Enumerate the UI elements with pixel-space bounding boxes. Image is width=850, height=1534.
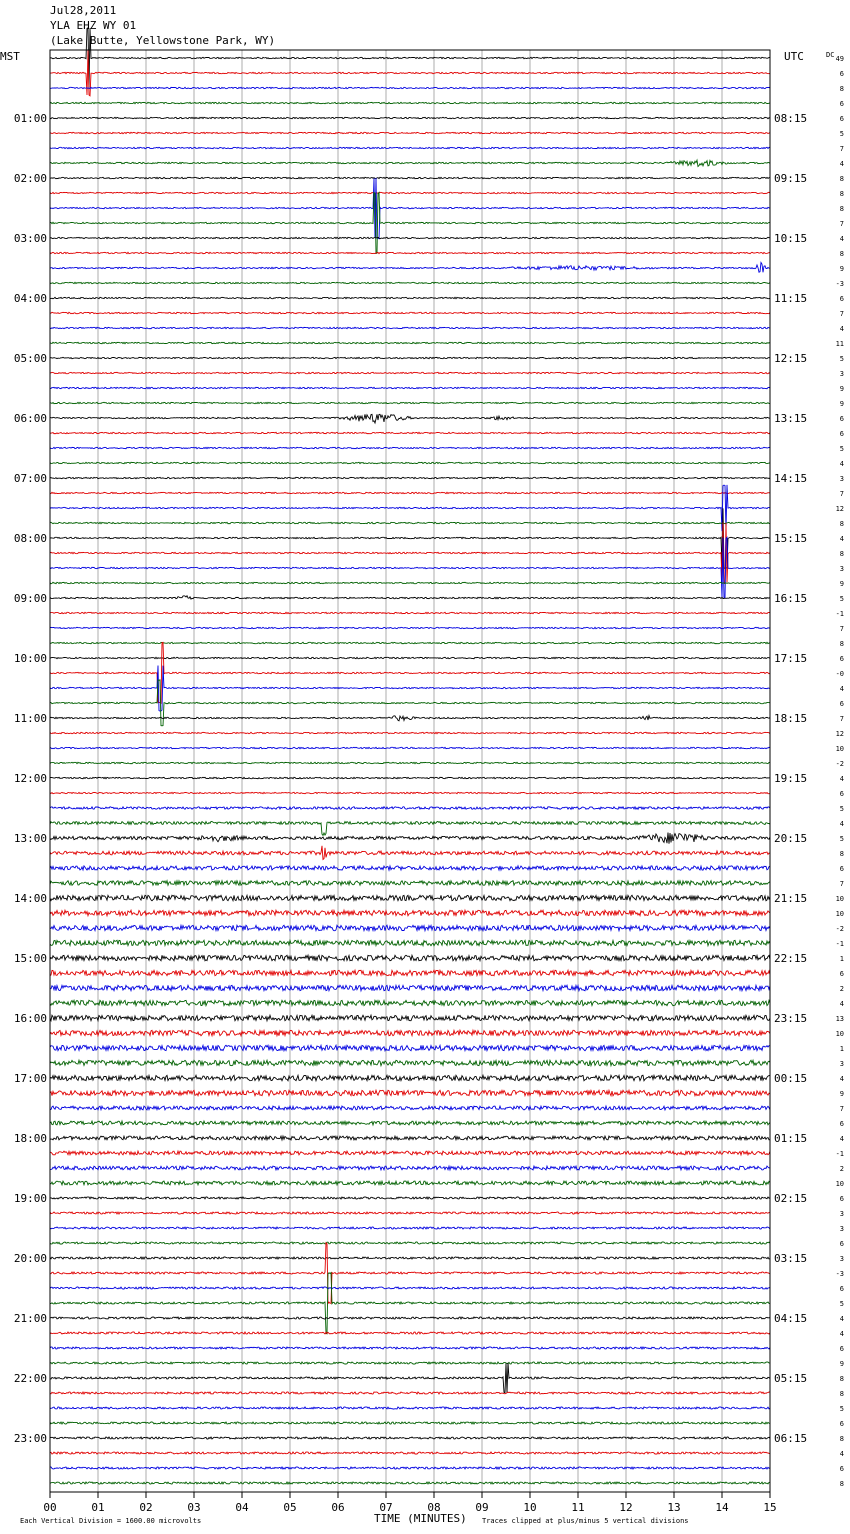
trace-row (50, 582, 770, 583)
right-hour-label: 06:15 (774, 1432, 808, 1445)
dc-offset-label: 5 (839, 1405, 844, 1413)
dc-offset-label: 10 (835, 1180, 844, 1188)
dc-offset-label: 7 (839, 310, 844, 318)
dc-offset-label: 4 (839, 1075, 844, 1083)
trace-row (50, 1363, 770, 1393)
x-tick-label: 03 (187, 1501, 201, 1514)
trace-row (50, 1332, 770, 1334)
trace-row (50, 612, 770, 613)
trace-row (50, 492, 770, 493)
dc-offset-label: -3 (835, 280, 844, 288)
date-label: Jul28,2011 (50, 4, 117, 17)
trace-row (50, 1227, 770, 1229)
trace-row (50, 1242, 770, 1244)
trace-row (50, 178, 770, 239)
dc-offset-label: 3 (839, 1255, 844, 1263)
left-hour-label: 10:00 (13, 652, 47, 665)
dc-offset-label: 6 (839, 115, 844, 123)
dc-offset-label: 8 (839, 1435, 844, 1443)
location-label: (Lake Butte, Yellowstone Park, WY) (50, 34, 276, 47)
dc-offset-label: 8 (839, 205, 844, 213)
trace-row (50, 1197, 770, 1199)
left-hour-label: 09:00 (13, 592, 47, 605)
dc-offset-label: 8 (839, 250, 844, 258)
x-tick-label: 01 (91, 1501, 105, 1514)
trace-row (50, 1362, 770, 1364)
trace-row (50, 282, 770, 283)
dc-offset-label: 8 (839, 520, 844, 528)
right-hour-label: 00:15 (774, 1072, 808, 1085)
trace-row (50, 1030, 770, 1035)
dc-offset-label: 4 (839, 1315, 844, 1323)
right-hour-label: 15:15 (774, 532, 808, 545)
trace-row (50, 297, 770, 298)
dc-offset-label: 5 (839, 130, 844, 138)
dc-offset-label: 10 (835, 745, 844, 753)
right-hour-label: 04:15 (774, 1312, 808, 1325)
dc-offset-label: 4 (839, 235, 844, 243)
dc-offset-label: 4 (839, 1330, 844, 1338)
left-hour-label: 05:00 (13, 352, 47, 365)
dc-offset-label: 6 (839, 1345, 844, 1353)
trace-row (50, 1151, 770, 1155)
left-hour-label: 19:00 (13, 1192, 47, 1205)
dc-offset-label: 8 (839, 850, 844, 858)
right-hour-label: 05:15 (774, 1372, 808, 1385)
dc-offset-label: 3 (839, 565, 844, 573)
trace-row (50, 955, 770, 960)
left-hour-label: 03:00 (13, 232, 47, 245)
right-hour-label: 09:15 (774, 172, 808, 185)
left-hour-label: 12:00 (13, 772, 47, 785)
dc-offset-label: 6 (839, 790, 844, 798)
dc-offset-label: 9 (839, 1090, 844, 1098)
trace-row (50, 522, 770, 523)
dc-offset-label: 8 (839, 550, 844, 558)
trace-row (50, 792, 770, 793)
right-hour-label: 11:15 (774, 292, 808, 305)
trace-row (50, 1106, 770, 1110)
dc-offset-label: 9 (839, 385, 844, 393)
dc-offset-label: 13 (835, 1015, 844, 1023)
dc-offset-label: 7 (839, 490, 844, 498)
dc-offset-label: -2 (835, 925, 844, 933)
dc-offset-label: 8 (839, 175, 844, 183)
trace-row (50, 1392, 770, 1394)
right-hour-label: 18:15 (774, 712, 808, 725)
trace-row (50, 1015, 770, 1020)
dc-offset-label: 2 (839, 1165, 844, 1173)
trace-row (50, 1482, 770, 1484)
dc-offset-label: 4 (839, 460, 844, 468)
trace-row (50, 357, 770, 358)
dc-offset-label: 10 (835, 895, 844, 903)
dc-offset-label: -1 (835, 1150, 844, 1158)
trace-row (50, 537, 770, 598)
right-hour-label: 12:15 (774, 352, 808, 365)
trace-row (50, 177, 770, 178)
dc-offset-label: 6 (839, 295, 844, 303)
right-hour-label: 21:15 (774, 892, 808, 905)
trace-row (50, 312, 770, 313)
dc-offset-label: -1 (835, 610, 844, 618)
dc-offset-label: 3 (839, 1210, 844, 1218)
trace-rows (50, 28, 770, 1484)
trace-row (50, 940, 770, 945)
trace-row (50, 596, 770, 599)
trace-row (50, 523, 770, 584)
trace-row (50, 822, 770, 836)
trace-row (50, 1287, 770, 1289)
trace-row (50, 102, 770, 103)
trace-row (50, 627, 770, 628)
trace-row (50, 1166, 770, 1170)
dc-offset-label: 5 (839, 595, 844, 603)
dc-offset-label: 10 (835, 910, 844, 918)
left-hour-label: 02:00 (13, 172, 47, 185)
dc-offset-label: 7 (839, 715, 844, 723)
trace-row (50, 732, 770, 733)
left-hour-label: 15:00 (13, 952, 47, 965)
clip-note: Traces clipped at plus/minus 5 vertical divisions (482, 1517, 689, 1525)
trace-row (50, 1467, 770, 1469)
trace-row (50, 910, 770, 915)
dc-offset-label: 4 (839, 1000, 844, 1008)
left-hour-label: 17:00 (13, 1072, 47, 1085)
dc-offset-label: 8 (839, 1390, 844, 1398)
dc-offset-label: 9 (839, 580, 844, 588)
dc-offset-label: 6 (839, 100, 844, 108)
dc-offset-label: 6 (839, 415, 844, 423)
x-tick-label: 12 (619, 1501, 633, 1514)
plot-frame (50, 50, 770, 1492)
right-hour-label: 17:15 (774, 652, 808, 665)
x-tick-label: 09 (475, 1501, 489, 1514)
dc-offset-label: 1 (839, 1045, 844, 1053)
trace-row (50, 477, 770, 478)
trace-row (50, 327, 770, 328)
dc-offset-label: 5 (839, 805, 844, 813)
dc-label: DC (826, 51, 835, 59)
left-hour-label: 20:00 (13, 1252, 47, 1265)
x-tick-label: 10 (523, 1501, 537, 1514)
dc-offset-label: -0 (835, 670, 844, 678)
dc-offset-label: 7 (839, 1105, 844, 1113)
left-hour-label: 16:00 (13, 1012, 47, 1025)
trace-row (50, 881, 770, 886)
trace-row (50, 117, 770, 118)
dc-offset-label: 6 (839, 1420, 844, 1428)
dc-offset-label: 6 (839, 655, 844, 663)
trace-row (50, 132, 770, 133)
trace-row (50, 1243, 770, 1304)
dc-offset-label: 8 (839, 640, 844, 648)
right-hour-label: 13:15 (774, 412, 808, 425)
trace-row (50, 1212, 770, 1214)
trace-row (50, 866, 770, 870)
trace-row (50, 1045, 770, 1050)
dc-offset-label: -3 (835, 1270, 844, 1278)
left-timezone-label: MST (0, 50, 20, 63)
scale-note: Each Vertical Division = 1600.00 microvolts (20, 1517, 202, 1525)
right-hour-label: 02:15 (774, 1192, 808, 1205)
right-hour-label: 20:15 (774, 832, 808, 845)
dc-offset-label: 4 (839, 820, 844, 828)
dc-offset-label: 6 (839, 865, 844, 873)
left-hour-label: 01:00 (13, 112, 47, 125)
trace-row (50, 447, 770, 448)
x-tick-label: 11 (571, 1501, 585, 1514)
dc-offset-label: 6 (839, 970, 844, 978)
left-hour-label: 14:00 (13, 892, 47, 905)
dc-offset-label: 8 (839, 190, 844, 198)
dc-offset-label: 4 (839, 535, 844, 543)
trace-row (50, 1090, 770, 1095)
trace-row (50, 402, 770, 403)
trace-row (50, 432, 770, 433)
dc-offset-label: 12 (835, 505, 844, 513)
dc-offset-label: 6 (839, 1465, 844, 1473)
dc-offset-label: 10 (835, 1030, 844, 1038)
dc-offset-label: 7 (839, 145, 844, 153)
trace-row (50, 657, 770, 658)
trace-row (50, 807, 770, 810)
dc-offset-label: 49 (835, 55, 844, 63)
dc-offset-label: 9 (839, 400, 844, 408)
dc-offset-label: 4 (839, 1450, 844, 1458)
trace-row (50, 846, 770, 860)
dc-offset-label: 6 (839, 700, 844, 708)
x-tick-label: 08 (427, 1501, 441, 1514)
left-hour-label: 18:00 (13, 1132, 47, 1145)
trace-row (50, 1422, 770, 1424)
trace-row (50, 1273, 770, 1334)
trace-row (50, 777, 770, 778)
dc-offset-label: 4 (839, 775, 844, 783)
trace-row (50, 642, 770, 643)
dc-offset-label: 4 (839, 325, 844, 333)
x-tick-label: 00 (43, 1501, 57, 1514)
station-label: YLA EHZ WY 01 (50, 19, 137, 32)
dc-offset-label: 6 (839, 1120, 844, 1128)
dc-offset-label: 7 (839, 220, 844, 228)
trace-row (50, 833, 770, 844)
right-hour-label: 22:15 (774, 952, 808, 965)
dc-offset-label: 4 (839, 685, 844, 693)
trace-row (50, 895, 770, 900)
dc-offset-label: 9 (839, 1360, 844, 1368)
dc-offset-label: 5 (839, 835, 844, 843)
trace-row (50, 387, 770, 388)
trace-row (50, 1136, 770, 1140)
right-hour-label: 16:15 (774, 592, 808, 605)
trace-row (50, 1257, 770, 1259)
trace-row (50, 28, 770, 89)
right-hour-label: 23:15 (774, 1012, 808, 1025)
trace-row (50, 1181, 770, 1185)
dc-offset-label: 3 (839, 1225, 844, 1233)
trace-row (50, 985, 770, 990)
dc-offset-label: -2 (835, 760, 844, 768)
dc-offset-label: 6 (839, 70, 844, 78)
dc-offset-label: 5 (839, 445, 844, 453)
dc-offset-label: 9 (839, 265, 844, 273)
trace-row (50, 1407, 770, 1409)
right-hour-label: 10:15 (774, 232, 808, 245)
trace-row (50, 1452, 770, 1454)
trace-row (50, 372, 770, 373)
x-tick-label: 13 (667, 1501, 681, 1514)
right-hour-label: 19:15 (774, 772, 808, 785)
dc-offset-label: 4 (839, 1135, 844, 1143)
left-hour-label: 07:00 (13, 472, 47, 485)
trace-row (50, 1437, 770, 1439)
trace-row (50, 970, 770, 975)
trace-row (50, 160, 770, 166)
trace-row (50, 462, 770, 463)
right-hour-label: 08:15 (774, 112, 808, 125)
trace-row (50, 1121, 770, 1125)
trace-row (50, 252, 770, 253)
trace-row (50, 716, 770, 721)
trace-row (50, 1060, 770, 1065)
x-tick-label: 07 (379, 1501, 393, 1514)
dc-offset-label: 3 (839, 1060, 844, 1068)
dc-offset-label: 1 (839, 955, 844, 963)
trace-row (50, 87, 770, 88)
left-hour-label: 21:00 (13, 1312, 47, 1325)
dc-offset-label: 3 (839, 370, 844, 378)
dc-offset-label: 2 (839, 985, 844, 993)
left-hour-label: 23:00 (13, 1432, 47, 1445)
dc-offset-label: 5 (839, 1300, 844, 1308)
x-tick-label: 15 (763, 1501, 777, 1514)
right-hour-label: 01:15 (774, 1132, 808, 1145)
trace-row (50, 192, 770, 193)
x-tick-label: 14 (715, 1501, 729, 1514)
trace-row (50, 414, 770, 423)
trace-row (50, 1000, 770, 1005)
trace-row (50, 1075, 770, 1080)
trace-row (50, 193, 770, 254)
dc-offset-label: 3 (839, 475, 844, 483)
dc-offset-label: 8 (839, 1480, 844, 1488)
trace-row (50, 147, 770, 148)
right-timezone-label: UTC (784, 50, 804, 63)
left-hour-label: 06:00 (13, 412, 47, 425)
dc-offset-label: 7 (839, 625, 844, 633)
dc-offset-label: 6 (839, 430, 844, 438)
trace-row (50, 762, 770, 763)
left-hour-label: 11:00 (13, 712, 47, 725)
dc-offset-label: 5 (839, 355, 844, 363)
x-tick-label: 02 (139, 1501, 153, 1514)
trace-row (50, 1347, 770, 1349)
trace-row (50, 508, 770, 568)
dc-offset-label: 6 (839, 1195, 844, 1203)
dc-offset-label: 6 (839, 1240, 844, 1248)
dc-offset-label: 6 (839, 1285, 844, 1293)
dc-offset-label: 11 (835, 340, 844, 348)
left-hour-label: 22:00 (13, 1372, 47, 1385)
dc-offset-label: -1 (835, 940, 844, 948)
dc-offset-label: 4 (839, 160, 844, 168)
trace-row (50, 237, 770, 238)
x-tick-label: 05 (283, 1501, 297, 1514)
trace-row (50, 747, 770, 748)
x-axis-title: TIME (MINUTES) (374, 1512, 467, 1525)
trace-row (50, 1317, 770, 1319)
right-hour-label: 14:15 (774, 472, 808, 485)
trace-row (50, 925, 770, 930)
dc-offset-label: 8 (839, 1375, 844, 1383)
left-hour-label: 13:00 (13, 832, 47, 845)
left-hour-label: 04:00 (13, 292, 47, 305)
dc-offset-label: 7 (839, 880, 844, 888)
left-hour-label: 08:00 (13, 532, 47, 545)
x-tick-label: 06 (331, 1501, 345, 1514)
trace-row (50, 263, 770, 273)
x-tick-label: 04 (235, 1501, 249, 1514)
dc-offset-label: 12 (835, 730, 844, 738)
dc-offset-label: 8 (839, 85, 844, 93)
trace-row (50, 342, 770, 343)
right-hour-label: 03:15 (774, 1252, 808, 1265)
